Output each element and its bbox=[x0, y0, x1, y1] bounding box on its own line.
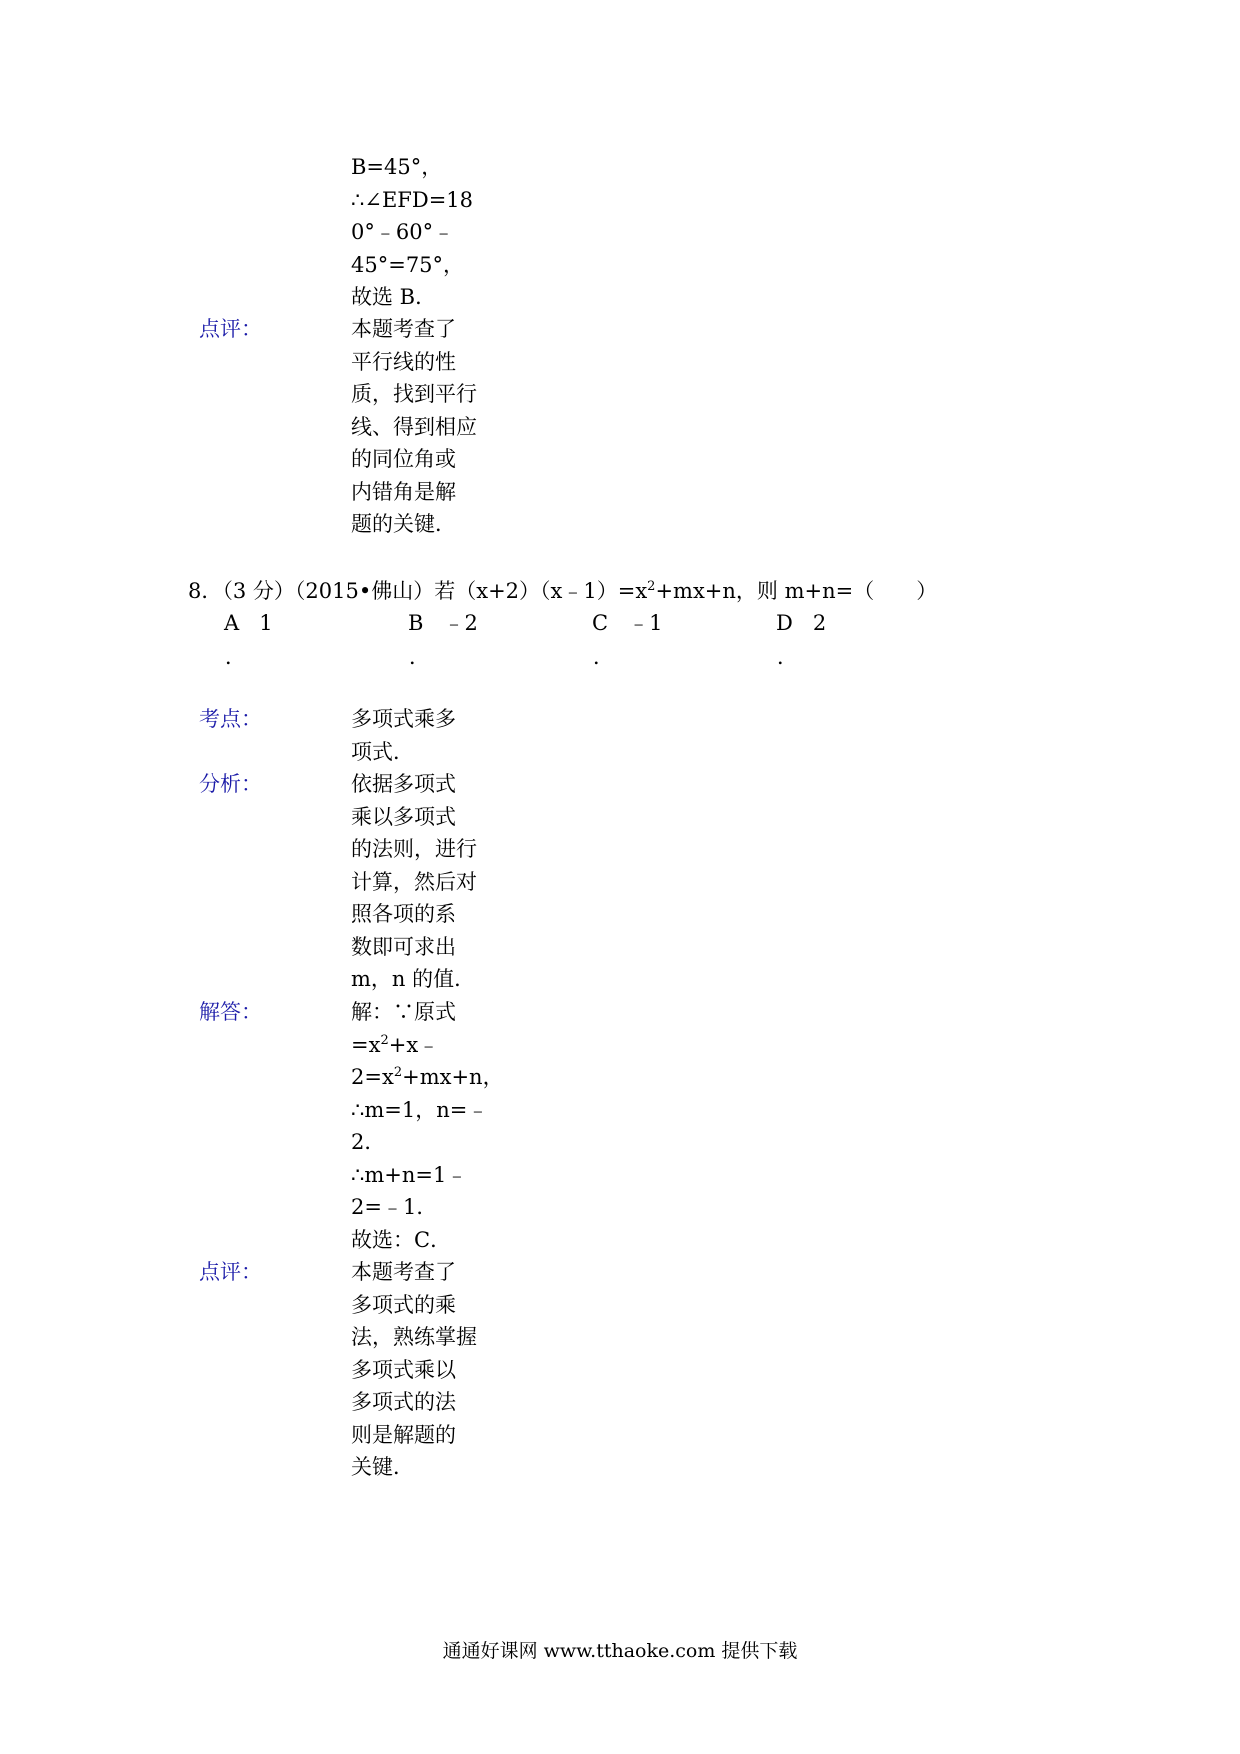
option-c bbox=[592, 607, 663, 669]
text-line: 照各项的系 bbox=[351, 902, 456, 926]
text-line: ∴m=1，n=﹣ bbox=[351, 1097, 489, 1122]
formula-exponent: 2 bbox=[393, 1065, 403, 1080]
text-line: 乘以多项式 bbox=[351, 804, 456, 829]
dianping-label: 点评： bbox=[199, 1260, 262, 1284]
formula-part: +x﹣ bbox=[388, 1032, 440, 1057]
text-line: ∴m+n=1﹣ bbox=[351, 1162, 468, 1187]
formula-part: 2=x bbox=[351, 1065, 394, 1089]
option-a bbox=[224, 607, 273, 669]
option-value: ﹣2 bbox=[443, 611, 478, 635]
formula-exponent: 2 bbox=[380, 1032, 389, 1048]
text-line: 平行线的性 bbox=[351, 349, 456, 374]
option-value: 2 bbox=[812, 611, 827, 635]
option-letter: B bbox=[408, 611, 424, 635]
option-value: ﹣1 bbox=[628, 611, 663, 635]
question-stem bbox=[188, 575, 937, 607]
text-line: 故选：C． bbox=[351, 1227, 452, 1252]
dianping-body bbox=[351, 1256, 477, 1484]
jieda-body bbox=[351, 996, 504, 1256]
prev-comment-body bbox=[351, 313, 477, 541]
text-line: B=45°， bbox=[351, 155, 443, 179]
question-stem-suffix: +mx+n，则 m+n=（ ） bbox=[655, 579, 938, 603]
prev-solution-tail bbox=[351, 151, 473, 314]
option-b bbox=[408, 607, 478, 669]
text-line: 计算，然后对 bbox=[351, 869, 477, 894]
kaodian-label: 考点： bbox=[199, 707, 262, 731]
formula-part: +mx+n， bbox=[402, 1065, 504, 1089]
formula-part: =x bbox=[351, 1032, 381, 1057]
text-line: 本题考查了 bbox=[351, 1260, 456, 1284]
option-dot: ． bbox=[777, 645, 798, 669]
text-line: 项式． bbox=[351, 739, 414, 764]
text-line: 则是解题的 bbox=[351, 1422, 456, 1447]
text-line: 多项式乘多 bbox=[351, 707, 456, 731]
fenxi-body bbox=[351, 768, 477, 996]
text-line: 多项式的乘 bbox=[351, 1292, 456, 1317]
page-footer: 通通好课网 www.tthaoke.com 提供下载 bbox=[442, 1640, 798, 1662]
text-line: 2=﹣1． bbox=[351, 1195, 438, 1219]
option-dot: ． bbox=[409, 645, 430, 669]
text-line: 的同位角或 bbox=[351, 447, 456, 471]
text-line: 依据多项式 bbox=[351, 772, 456, 796]
text-line: 多项式的法 bbox=[351, 1390, 456, 1414]
option-value: 1 bbox=[259, 611, 273, 635]
question-stem-prefix: 8．（3 分）（2015•佛山）若（x+2）（x﹣1）=x bbox=[188, 579, 648, 603]
text-line: 故选 B． bbox=[351, 285, 437, 309]
text-line: 线、得到相应 bbox=[351, 414, 477, 439]
formula-line bbox=[351, 1029, 504, 1062]
text-line: ∴∠EFD=18 bbox=[351, 187, 474, 212]
fenxi-label: 分析： bbox=[199, 772, 262, 796]
option-letter: C bbox=[592, 611, 609, 635]
text-line: 法，熟练掌握 bbox=[351, 1325, 477, 1349]
text-line: 本题考查了 bbox=[351, 317, 456, 341]
text-line: 的法则，进行 bbox=[351, 837, 477, 861]
text-line: 解：∵原式 bbox=[351, 1000, 456, 1024]
text-line: 数即可求出 bbox=[351, 934, 456, 959]
kaodian-body bbox=[351, 703, 456, 768]
text-line: m，n 的值． bbox=[351, 967, 476, 991]
jieda-label: 解答： bbox=[199, 1000, 262, 1024]
option-letter: A bbox=[224, 611, 240, 635]
option-d bbox=[776, 607, 827, 669]
text-line: 0°﹣60°﹣ bbox=[351, 220, 455, 244]
formula-line bbox=[351, 1061, 504, 1094]
question-stem-exponent: 2 bbox=[647, 579, 656, 594]
option-dot: ． bbox=[225, 645, 246, 669]
text-line: 题的关键． bbox=[351, 512, 456, 536]
option-dot: ． bbox=[593, 645, 614, 669]
text-line: 45°=75°， bbox=[351, 252, 465, 277]
text-line: 内错角是解 bbox=[351, 479, 456, 504]
text-line: 关键． bbox=[351, 1455, 414, 1479]
text-line: 质，找到平行 bbox=[351, 382, 477, 406]
option-letter: D bbox=[776, 611, 793, 635]
text-line: 多项式乘以 bbox=[351, 1357, 456, 1382]
prev-comment-label: 点评： bbox=[199, 317, 262, 341]
text-line: 2． bbox=[351, 1130, 386, 1154]
